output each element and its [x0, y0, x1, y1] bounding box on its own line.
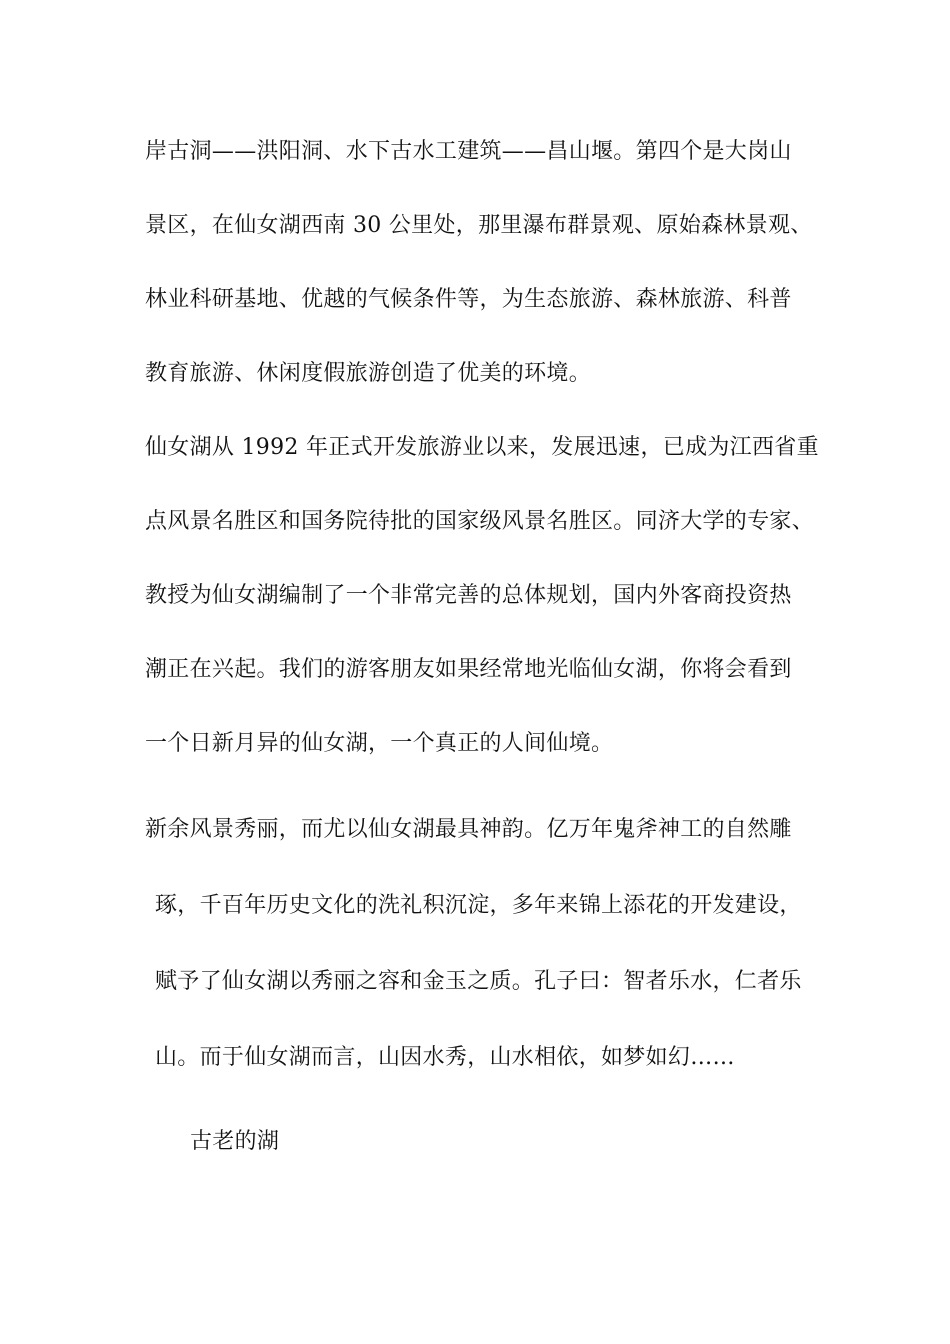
paragraph-1-line-3: 林业科研基地、优越的气候条件等，为生态旅游、森林旅游、科普: [145, 287, 792, 312]
paragraph-3-line-2: 琢，千百年历史文化的洗礼积沉淀，多年来锦上添花的开发建设，: [155, 893, 802, 918]
paragraph-3-line-1: 新余风景秀丽，而尤以仙女湖最具神韵。亿万年鬼斧神工的自然雕: [145, 817, 792, 842]
paragraph-1-line-4: 教育旅游、休闲度假旅游创造了优美的环境。: [145, 361, 592, 386]
paragraph-2-line-3: 教授为仙女湖编制了一个非常完善的总体规划，国内外客商投资热: [145, 583, 792, 608]
paragraph-2-line-5: 一个日新月异的仙女湖，一个真正的人间仙境。: [145, 731, 614, 756]
paragraph-2-line-4: 潮正在兴起。我们的游客朋友如果经常地光临仙女湖，你将会看到: [145, 657, 792, 682]
paragraph-1-line-1: 岸古洞——洪阳洞、水下古水工建筑——昌山堰。第四个是大岗山: [145, 139, 792, 164]
paragraph-2-line-2: 点风景名胜区和国务院待批的国家级风景名胜区。同济大学的专家、: [145, 509, 815, 534]
paragraph-3-line-3: 赋予了仙女湖以秀丽之容和金玉之质。孔子曰：智者乐水，仁者乐: [155, 969, 802, 994]
paragraph-2-line-1: 仙女湖从 1992 年正式开发旅游业以来，发展迅速，已成为江西省重: [145, 435, 819, 460]
paragraph-1-line-2: 景区，在仙女湖西南 30 公里处，那里瀑布群景观、原始森林景观、: [145, 213, 813, 238]
paragraph-3-line-4: 山。而于仙女湖而言，山因水秀，山水相依，如梦如幻……: [155, 1045, 735, 1070]
section-heading: 古老的湖: [190, 1129, 280, 1154]
